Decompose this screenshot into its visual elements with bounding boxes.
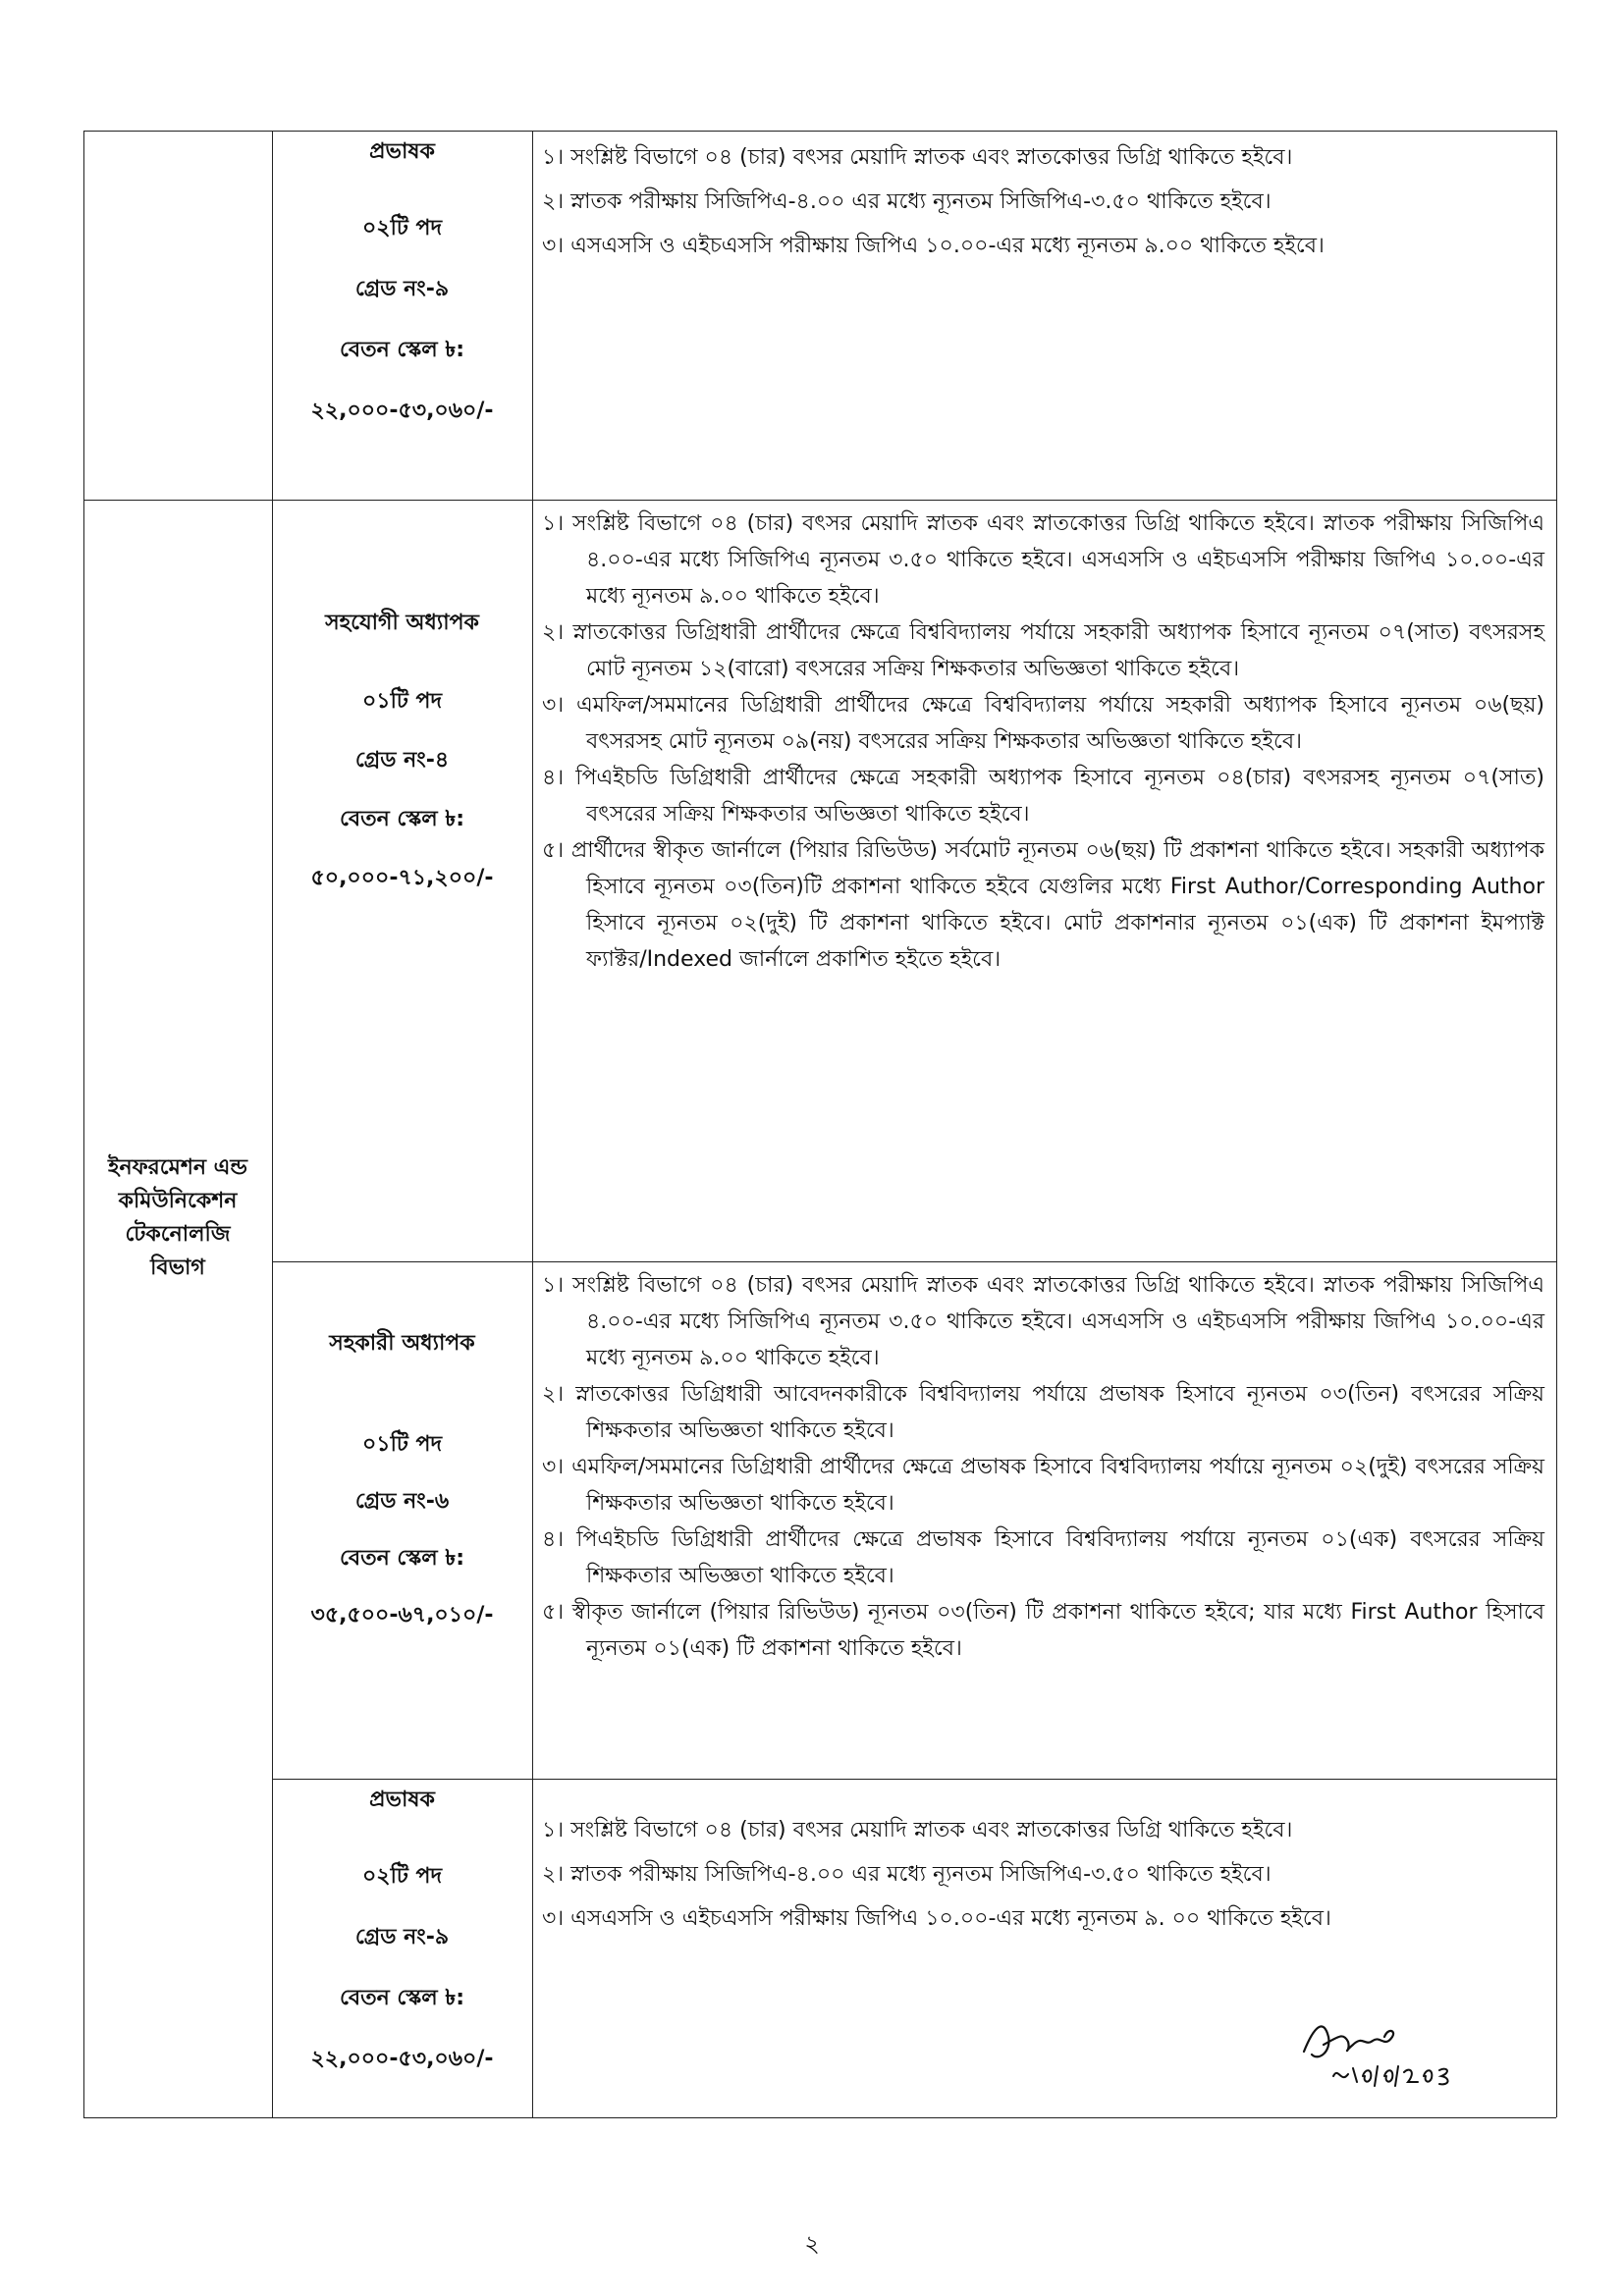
page-number: ২ [804, 2230, 820, 2258]
requirement-item: ২। স্নাতকোত্তর ডিগ্রিধারী আবেদনকারীকে বিশ্ববিদ্যালয় পর্যায়ে প্রভাষক হিসাবে ন্যূনতম ০৩(তিন) বৎসরের সক্রিয় শিক্ষকতার অভিজ্ঞতা থাকিতে হইবে। [542, 1382, 1544, 1443]
pay-scale: ২২,০০০-৫৩,০৬০/- [310, 399, 494, 423]
row-divider [83, 500, 1556, 501]
requirement-item: ৩। এমফিল/সমমানের ডিগ্রিধারী প্রার্থীদের ক্ষেত্রে প্রভাষক হিসাবে বিশ্ববিদ্যালয় পর্যায়ে ন্যূনতম ০২(দুই) বৎসরের সক্রিয় শিক্ষকতার অভিজ্ঞতা থাকিতে হইবে। [542, 1455, 1544, 1516]
requirement-item: ১। সংশ্লিষ্ট বিভাগে ০৪ (চার) বৎসর মেয়াদি স্নাতক এবং স্নাতকোত্তর ডিগ্রি থাকিতে হইবে। স্নাতক পরীক্ষায় সিজিপিএ ৪.০০-এর মধ্যে সিজিপিএ ন্যূনতম ৩.৫০ থাকিতে হইবে। এসএসসি ও এইচএসসি পরীক্ষায় জিপিএ ১০.০০-এর মধ্যে ন্যূনতম ৯.০০ থাকিতে হইবে। [542, 1273, 1544, 1370]
post-cell [272, 610, 532, 892]
post-count: ০১টি পদ [361, 1432, 442, 1457]
requirements-cell [542, 135, 1544, 268]
post-cell [272, 1330, 532, 1629]
post-cell [272, 138, 532, 425]
table-row [83, 131, 1556, 500]
table-row [83, 500, 1556, 1261]
requirement-item: ৫। স্বীকৃত জার্নালে (পিয়ার রিভিউড) ন্যূনতম ০৩(তিন) টি প্রকাশনা থাকিতে হইবে; যার মধ্যে First Author হিসাবে ন্যূনতম ০১(এক) টি প্রকাশনা থাকিতে হইবে। [542, 1600, 1544, 1661]
table-border-left [83, 131, 84, 2117]
handwritten-signature [1294, 2007, 1490, 2096]
post-grade: গ্রেড নং-৬ [354, 1489, 450, 1514]
row-divider [272, 1261, 1556, 1262]
post-count: ০২টি পদ [361, 216, 443, 240]
requirement-item: ২। স্নাতক পরীক্ষায় সিজিপিএ-৪.০০ এর মধ্যে ন্যূনতম সিজিপিএ-৩.৫০ থাকিতে হইবে। [542, 1862, 1272, 1887]
requirement-item: ৪। পিএইচডি ডিগ্রিধারী প্রার্থীদের ক্ষেত্রে সহকারী অধ্যাপক হিসাবে ন্যূনতম ০৪(চার) বৎসরসহ ন্যূনতম ০৭(সাত) বৎসরের সক্রিয় শিক্ষকতার অভিজ্ঞতা থাকিতে হইবে। [542, 766, 1544, 827]
table-border-bottom [83, 2117, 1556, 2118]
requirement-item: ২। স্নাতকোত্তর ডিগ্রিধারী প্রার্থীদের ক্ষেত্রে বিশ্ববিদ্যালয় পর্যায়ে সহকারী অধ্যাপক হিসাবে ন্যূনতম ০৭(সাত) বৎসরসহ মোট ন্যূনতম ১২(বারো) বৎসরের সক্রিয় শিক্ষকতার অভিজ্ঞতা থাকিতে হইবে। [542, 620, 1544, 681]
post-title: প্রভাষক [369, 1788, 435, 1812]
post-title: প্রভাষক [369, 139, 435, 164]
requirement-item: ১। সংশ্লিষ্ট বিভাগে ০৪ (চার) বৎসর মেয়াদি স্নাতক এবং স্নাতকোত্তর ডিগ্রি থাকিতে হইবে। [542, 1818, 1293, 1842]
post-grade: গ্রেড নং-৯ [354, 277, 450, 301]
post-grade: গ্রেড নং-৯ [354, 1925, 450, 1949]
table-border-top [83, 131, 1556, 132]
table-row [83, 1261, 1556, 1779]
post-cell [272, 1787, 532, 2073]
table-border-right [1556, 131, 1557, 2117]
requirement-item: ৩। এসএসসি ও এইচএসসি পরীক্ষায় জিপিএ ১০.০০-এর মধ্যে ন্যূনতম ৯.০০ থাকিতে হইবে। [542, 234, 1325, 258]
requirement-item: ২। স্নাতক পরীক্ষায় সিজিপিএ-৪.০০ এর মধ্যে ন্যূনতম সিজিপিএ-৩.৫০ থাকিতে হইবে। [542, 189, 1272, 214]
post-grade: গ্রেড নং-৪ [354, 748, 450, 773]
requirement-item: ৩। এসএসসি ও এইচএসসি পরীক্ষায় জিপিএ ১০.০০-এর মধ্যে ন্যূনতম ৯. ০০ থাকিতে হইবে। [542, 1906, 1331, 1931]
requirement-item: ৩। এমফিল/সমমানের ডিগ্রিধারী প্রার্থীদের ক্ষেত্রে বিশ্ববিদ্যালয় পর্যায়ে সহকারী অধ্যাপক হিসাবে ন্যূনতম ০৬(ছয়) বৎসরসহ মোট ন্যূনতম ০৯(নয়) বৎসরের সক্রিয় শিক্ষকতার অভিজ্ঞতা থাকিতে হইবে। [542, 693, 1544, 754]
department-name: ইনফরমেশন এন্ড কমিউনিকেশন টেকনোলজি বিভাগ [108, 1155, 247, 1280]
requirements-cell [542, 1808, 1544, 1941]
pay-scale-label: বেতন স্কেল ৳: [339, 1546, 465, 1571]
column-divider [272, 131, 273, 2117]
pay-scale: ৫০,০০০-৭১,২০০/- [310, 866, 494, 890]
column-divider [532, 131, 533, 2117]
post-count: ০১টি পদ [361, 689, 442, 714]
post-title: সহকারী অধ্যাপক [329, 1331, 475, 1356]
requirements-cell [542, 1267, 1544, 1667]
requirement-item: ১। সংশ্লিষ্ট বিভাগে ০৪ (চার) বৎসর মেয়াদি স্নাতক এবং স্নাতকোত্তর ডিগ্রি থাকিতে হইবে। স্নাতক পরীক্ষায় সিজিপিএ ৪.০০-এর মধ্যে সিজিপিএ ন্যূনতম ৩.৫০ থাকিতে হইবে। এসএসসি ও এইচএসসি পরীক্ষায় জিপিএ ১০.০০-এর মধ্যে ন্যূনতম ৯.০০ থাকিতে হইবে। [542, 511, 1544, 609]
row-divider [272, 1779, 1556, 1780]
pay-scale-label: বেতন স্কেল ৳: [339, 1986, 465, 2010]
requirements-cell [542, 506, 1544, 978]
post-title: সহযোগী অধ্যাপক [325, 611, 479, 635]
requirement-item: ৫। প্রার্থীদের স্বীকৃত জার্নালে (পিয়ার রিভিউড) সর্বমোট ন্যূনতম ০৬(ছয়) টি প্রকাশনা থাকিতে হইবে। সহকারী অধ্যাপক হিসাবে ন্যূনতম ০৩(তিন)টি প্রকাশনা থাকিতে হইবে যেগুলির মধ্যে First Author/Corresponding Author হিসাবে ন্যূনতম ০২(দুই) টি প্রকাশনা থাকিতে হইবে। মোট প্রকাশনার ন্যূনতম ০১(এক) টি প্রকাশনা ইমপ্যাক্ট ফ্যাক্টর/Indexed জার্নালে প্রকাশিত হইতে হইবে। [542, 838, 1544, 972]
requirement-item: ৪। পিএইচডি ডিগ্রিধারী প্রার্থীদের ক্ষেত্রে প্রভাষক হিসাবে বিশ্ববিদ্যালয় পর্যায়ে ন্যূনতম ০১(এক) বৎসরের সক্রিয় শিক্ষকতার অভিজ্ঞতা থাকিতে হইবে। [542, 1527, 1544, 1588]
post-count: ০২টি পদ [361, 1864, 443, 1889]
requirement-item: ১। সংশ্লিষ্ট বিভাগে ০৪ (চার) বৎসর মেয়াদি স্নাতক এবং স্নাতকোত্তর ডিগ্রি থাকিতে হইবে। [542, 145, 1293, 170]
pay-scale: ২২,০০০-৫৩,০৬০/- [310, 2047, 494, 2071]
pay-scale: ৩৫,৫০০-৬৭,০১০/- [310, 1603, 494, 1628]
pay-scale-label: বেতন স্কেল ৳: [339, 807, 465, 831]
pay-scale-label: বেতন স্কেল ৳: [339, 338, 465, 362]
